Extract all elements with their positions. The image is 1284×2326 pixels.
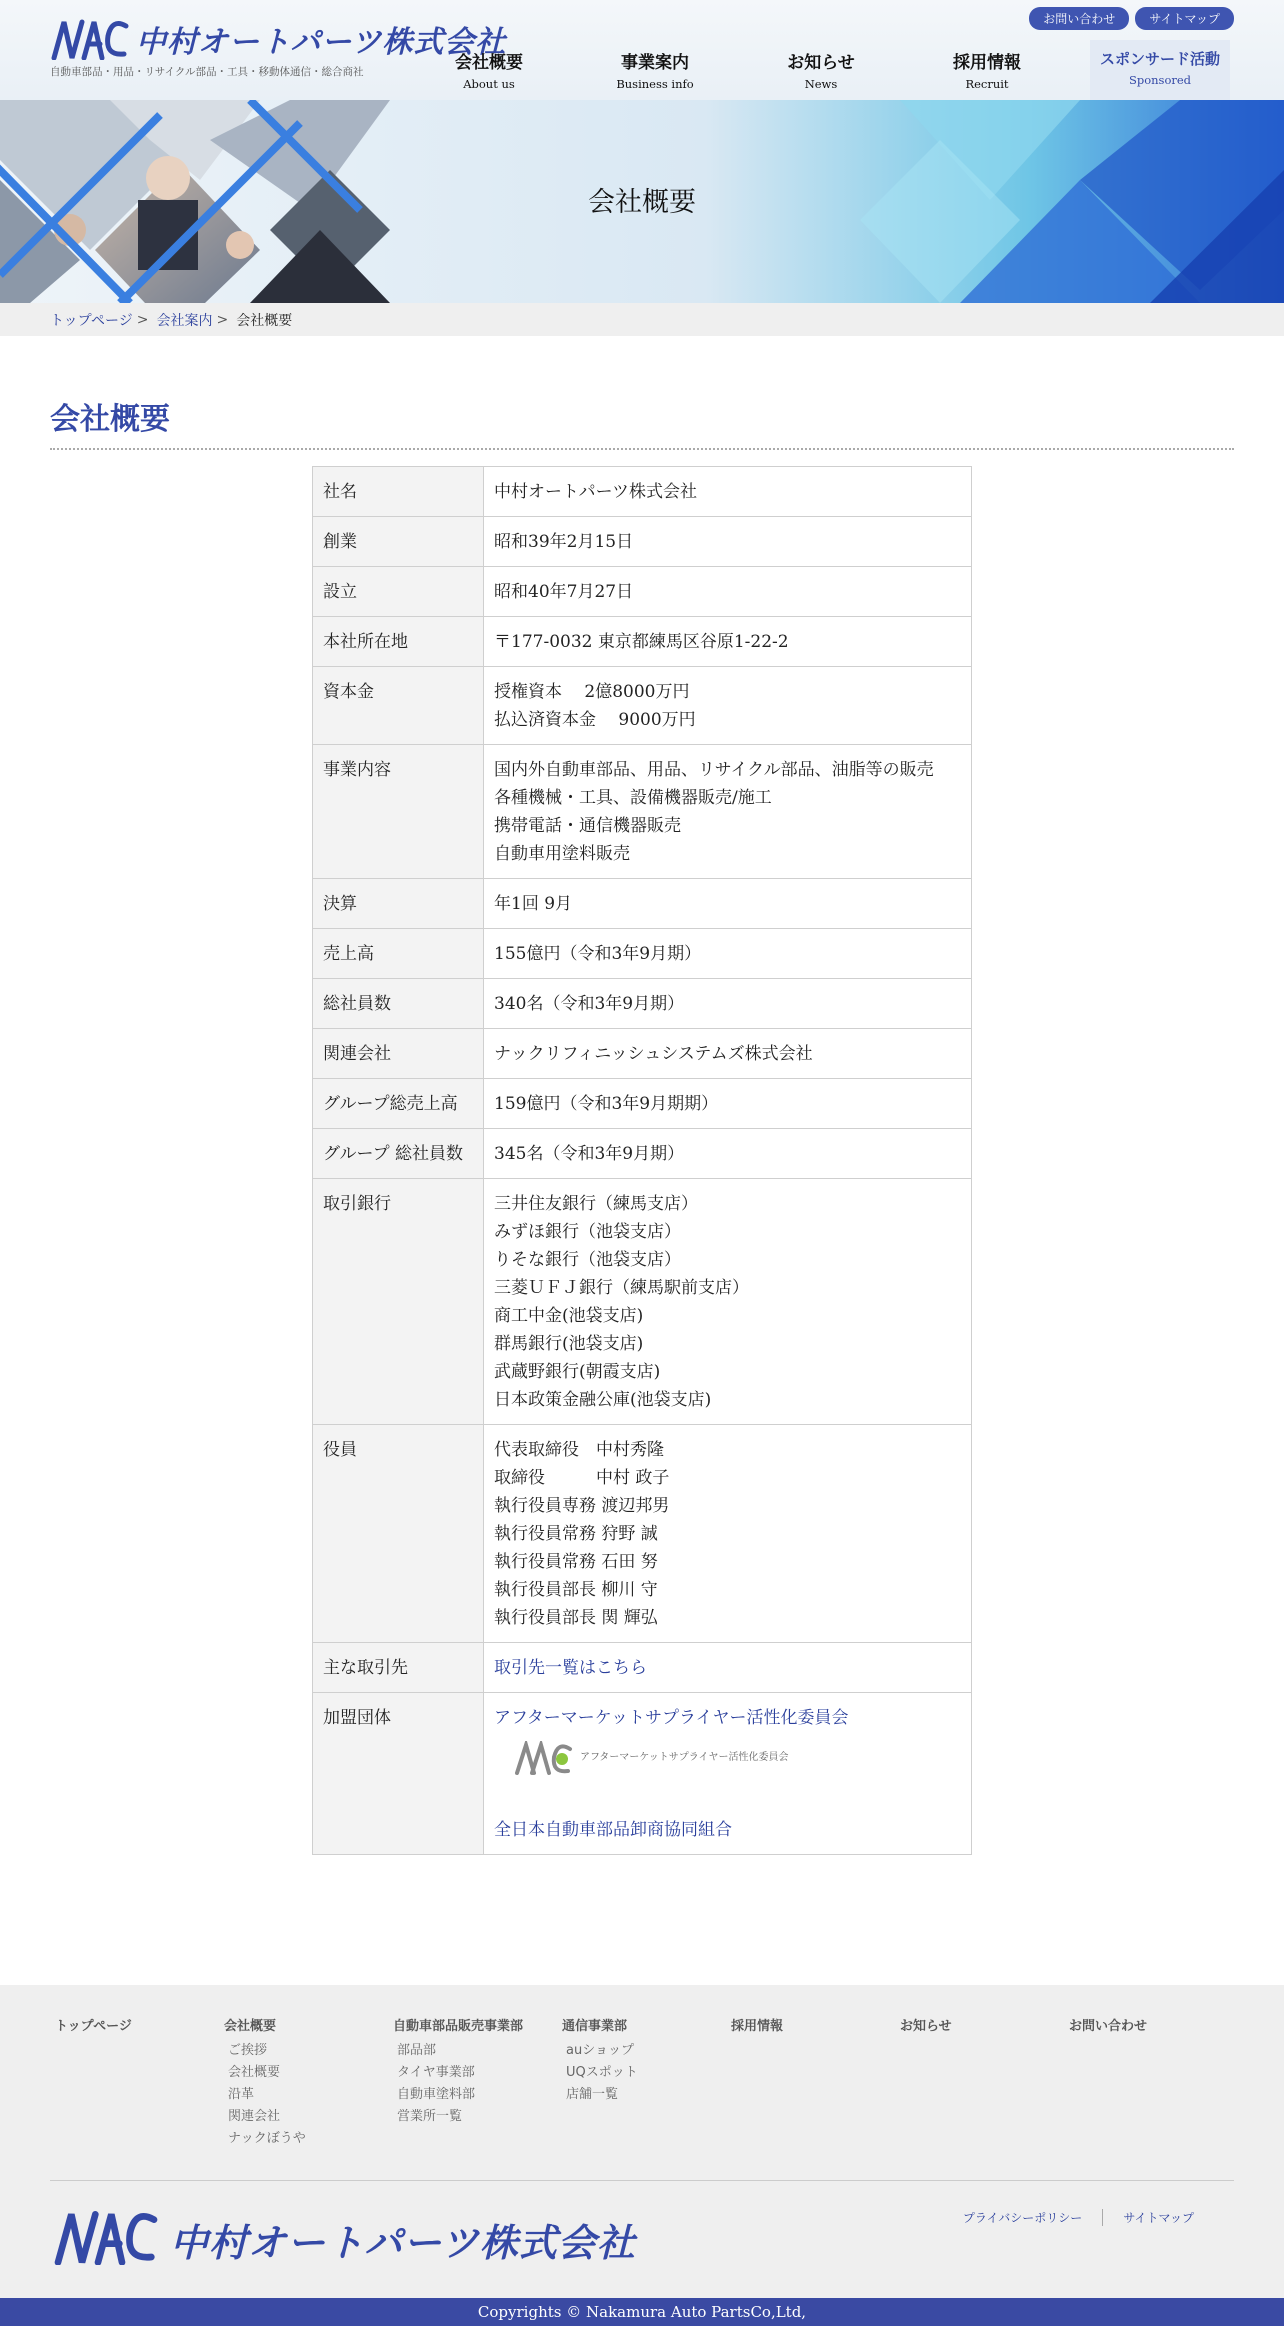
row-value-line: 執行役員常務 石田 努 (494, 1552, 658, 1572)
nav-item-news[interactable] (738, 40, 904, 100)
table-row (313, 1029, 972, 1079)
row-value (484, 1079, 972, 1129)
footer-link[interactable]: 自動車塗料部 (397, 2087, 476, 2102)
row-label: 事業内容 (313, 745, 484, 879)
row-value (484, 745, 972, 879)
logo-tagline: 自動車部品・用品・リサイクル部品・工具・移動体通信・総合商社 (50, 66, 364, 78)
company-name: 中村オートパーツ株式会社 (136, 25, 507, 60)
footer-links (943, 2209, 1214, 2226)
footer-link-head[interactable]: トップページ (55, 2019, 132, 2034)
row-value-line: 340名（令和3年9月期） (494, 994, 685, 1014)
table-row (313, 1129, 972, 1179)
row-value-line: 各種機械・工具、設備機器販売/施工 (494, 788, 772, 808)
nav-item-about[interactable] (406, 40, 572, 100)
aftermarket-committee-link[interactable]: アフターマーケットサプライヤー活性化委員会 (494, 1708, 849, 1728)
site-footer (0, 1985, 1284, 2298)
company-info-table (312, 466, 972, 1855)
footer-bottom (50, 2180, 1234, 2298)
row-label: 資本金 (313, 667, 484, 745)
row-value-line: 払込済資本金 9000万円 (494, 710, 696, 730)
row-label: 役員 (313, 1425, 484, 1643)
row-value-line: 年1回 9月 (494, 894, 573, 914)
row-value (484, 1029, 972, 1079)
row-value-line: 三菱ＵＦＪ銀行（練馬駅前支店） (494, 1278, 749, 1298)
global-nav (406, 40, 1230, 100)
row-label: 加盟団体 (313, 1693, 484, 1855)
footer-col (557, 2015, 726, 2150)
footer-col (388, 2015, 557, 2150)
table-row (313, 617, 972, 667)
row-value-line: 武蔵野銀行(朝霞支店) (494, 1362, 661, 1382)
row-value (484, 1643, 972, 1693)
row-label: 創業 (313, 517, 484, 567)
page-title: 会社概要 (50, 394, 1234, 450)
footer-link-head[interactable]: 会社概要 (224, 2019, 277, 2034)
row-label: グループ総売上高 (313, 1079, 484, 1129)
row-value-line: 三井住友銀行（練馬支店） (494, 1194, 698, 1214)
row-value-line: 商工中金(池袋支店) (494, 1306, 644, 1326)
footer-company-name: 中村オートパーツ株式会社 (170, 2221, 636, 2265)
nav-sublabel: Recruit (965, 77, 1009, 91)
row-value (484, 467, 972, 517)
footer-link-head[interactable]: 通信事業部 (562, 2019, 628, 2034)
row-label: 設立 (313, 567, 484, 617)
partners-list-link[interactable]: 取引先一覧はこちら (494, 1658, 647, 1678)
row-value (484, 567, 972, 617)
row-value-line: 自動車用塗料販売 (494, 844, 630, 864)
row-value-line: 日本政策金融公庫(池袋支店) (494, 1390, 712, 1410)
table-row (313, 1079, 972, 1129)
nav-sublabel: News (804, 77, 838, 91)
nav-label: 会社概要 (455, 53, 523, 73)
table-row (313, 979, 972, 1029)
row-value-line: 155億円（令和3年9月期） (494, 944, 702, 964)
footer-link-head[interactable]: お知らせ (900, 2019, 952, 2034)
nav-label: 採用情報 (953, 53, 1021, 73)
footer-link[interactable]: 店舗一覧 (566, 2087, 619, 2102)
row-value (484, 879, 972, 929)
row-value (484, 1693, 972, 1855)
nav-sublabel: Sponsored (1128, 73, 1192, 87)
main-content (0, 336, 1284, 1985)
footer-link[interactable]: UQスポット (566, 2065, 638, 2080)
table-row (313, 1693, 972, 1855)
table-row (313, 745, 972, 879)
row-value-line: 代表取締役 中村秀隆 (494, 1440, 664, 1460)
row-value-line: 授権資本 2億8000万円 (494, 682, 690, 702)
nac-logo-icon (50, 2209, 162, 2265)
row-label: 売上高 (313, 929, 484, 979)
footer-col (219, 2015, 388, 2150)
breadcrumb (0, 303, 1284, 336)
row-value-line: 昭和39年2月15日 (494, 532, 634, 552)
footer-link-head[interactable]: 採用情報 (731, 2019, 784, 2034)
row-label: 決算 (313, 879, 484, 929)
top-links (1029, 7, 1234, 30)
footer-link[interactable]: ナックぼうや (228, 2131, 306, 2146)
nav-sublabel: Business info (616, 77, 694, 91)
nav-item-sponsored[interactable] (1090, 40, 1230, 100)
row-value (484, 1129, 972, 1179)
footer-link[interactable]: タイヤ事業部 (397, 2065, 475, 2080)
row-label: 総社員数 (313, 979, 484, 1029)
row-value (484, 929, 972, 979)
hero-banner (0, 100, 1284, 303)
aac-badge[interactable] (514, 1738, 961, 1778)
row-value-line: 執行役員部長 柳川 守 (494, 1580, 658, 1600)
footer-link-head[interactable]: 自動車部品販売事業部 (393, 2019, 524, 2034)
site-header (0, 0, 1284, 100)
table-row (313, 1643, 972, 1693)
row-label: 取引銀行 (313, 1179, 484, 1425)
breadcrumb-current: 会社概要 (236, 312, 293, 329)
row-value (484, 1179, 972, 1425)
row-value-line: 執行役員常務 狩野 誠 (494, 1524, 658, 1544)
row-value-line: 取締役 中村 政子 (494, 1468, 670, 1488)
row-value (484, 1425, 972, 1643)
nav-label: 事業案内 (621, 53, 689, 73)
company-info-rows (313, 467, 972, 1643)
table-row (313, 517, 972, 567)
row-label: 主な取引先 (313, 1643, 484, 1693)
footer-logo[interactable] (50, 2209, 636, 2265)
breadcrumb-link-company[interactable]: 会社案内 (156, 312, 213, 329)
row-value (484, 667, 972, 745)
table-row (313, 879, 972, 929)
row-value-line: みずほ銀行（池袋支店） (494, 1222, 681, 1242)
row-value (484, 517, 972, 567)
hero-title: 会社概要 (588, 187, 696, 218)
footer-col (1064, 2015, 1233, 2150)
footer-link[interactable]: 関連会社 (228, 2109, 281, 2124)
footer-link[interactable]: 会社概要 (228, 2065, 281, 2080)
sitemap-button[interactable]: サイトマップ (1135, 7, 1234, 30)
row-label: 関連会社 (313, 1029, 484, 1079)
row-label: 本社所在地 (313, 617, 484, 667)
nav-sublabel: About us (463, 77, 515, 91)
footer-link[interactable]: 沿革 (228, 2087, 255, 2102)
footer-link[interactable]: auショップ (566, 2043, 634, 2058)
footer-sublist (562, 2040, 726, 2106)
row-value-line: 345名（令和3年9月期） (494, 1144, 685, 1164)
nav-item-recruit[interactable] (904, 40, 1070, 100)
footer-link-head[interactable]: お問い合わせ (1069, 2019, 1148, 2034)
footer-link[interactable]: 営業所一覧 (397, 2109, 463, 2124)
aac-badge-text: アフターマーケットサプライヤー活性化委員会 (580, 1752, 789, 1763)
row-value-line: 昭和40年7月27日 (494, 582, 634, 602)
row-value-line: ナックリフィニッシュシステムズ株式会社 (494, 1044, 813, 1064)
row-value-line: りそな銀行（池袋支店） (494, 1250, 681, 1270)
row-value-line: 中村オートパーツ株式会社 (494, 482, 697, 502)
privacy-policy-link[interactable]: プライバシーポリシー (962, 2211, 1083, 2225)
nav-label: スポンサード活動 (1099, 50, 1220, 68)
table-row (313, 1425, 972, 1643)
nav-label: お知らせ (787, 53, 855, 73)
contact-button[interactable]: お問い合わせ (1029, 7, 1129, 30)
row-value-line: 執行役員専務 渡辺邦男 (494, 1496, 670, 1516)
nav-item-business[interactable] (572, 40, 738, 100)
japan-parts-union-link[interactable]: 全日本自動車部品卸商協同組合 (494, 1820, 732, 1840)
footer-link[interactable]: 部品部 (397, 2043, 437, 2058)
footer-col (50, 2015, 219, 2150)
breadcrumb-separator: > (216, 311, 229, 328)
row-value-line: 群馬銀行(池袋支店) (494, 1334, 644, 1354)
table-row (313, 567, 972, 617)
aac-logo-icon (514, 1741, 574, 1775)
row-label: 社名 (313, 467, 484, 517)
row-value-line: 国内外自動車部品、用品、リサイクル部品、油脂等の販売 (494, 760, 934, 780)
table-row (313, 929, 972, 979)
row-value-line: 携帯電話・通信機器販売 (494, 816, 681, 836)
breadcrumb-separator: > (136, 311, 149, 328)
row-value-line: 執行役員部長 関 輝弘 (494, 1608, 658, 1628)
breadcrumb-link-top[interactable]: トップページ (50, 312, 133, 329)
footer-sublist (393, 2040, 557, 2128)
table-row (313, 667, 972, 745)
footer-col (726, 2015, 895, 2150)
footer-link[interactable]: ご挨拶 (228, 2043, 268, 2058)
row-value-line: 〒177-0032 東京都練馬区谷原1-22-2 (494, 632, 789, 652)
table-row (313, 1179, 972, 1425)
copyright-bar: Copyrights © Nakamura Auto PartsCo,Ltd, (0, 2298, 1284, 2326)
footer-nav (50, 2015, 1234, 2150)
footer-sitemap-link[interactable]: サイトマップ (1102, 2209, 1214, 2226)
row-value-line: 159億円（令和3年9月期期） (494, 1094, 719, 1114)
row-value (484, 979, 972, 1029)
footer-sublist (224, 2040, 388, 2150)
row-value (484, 617, 972, 667)
table-row (313, 467, 972, 517)
row-label: グループ 総社員数 (313, 1129, 484, 1179)
footer-col (895, 2015, 1064, 2150)
nac-logo-icon (50, 18, 130, 60)
